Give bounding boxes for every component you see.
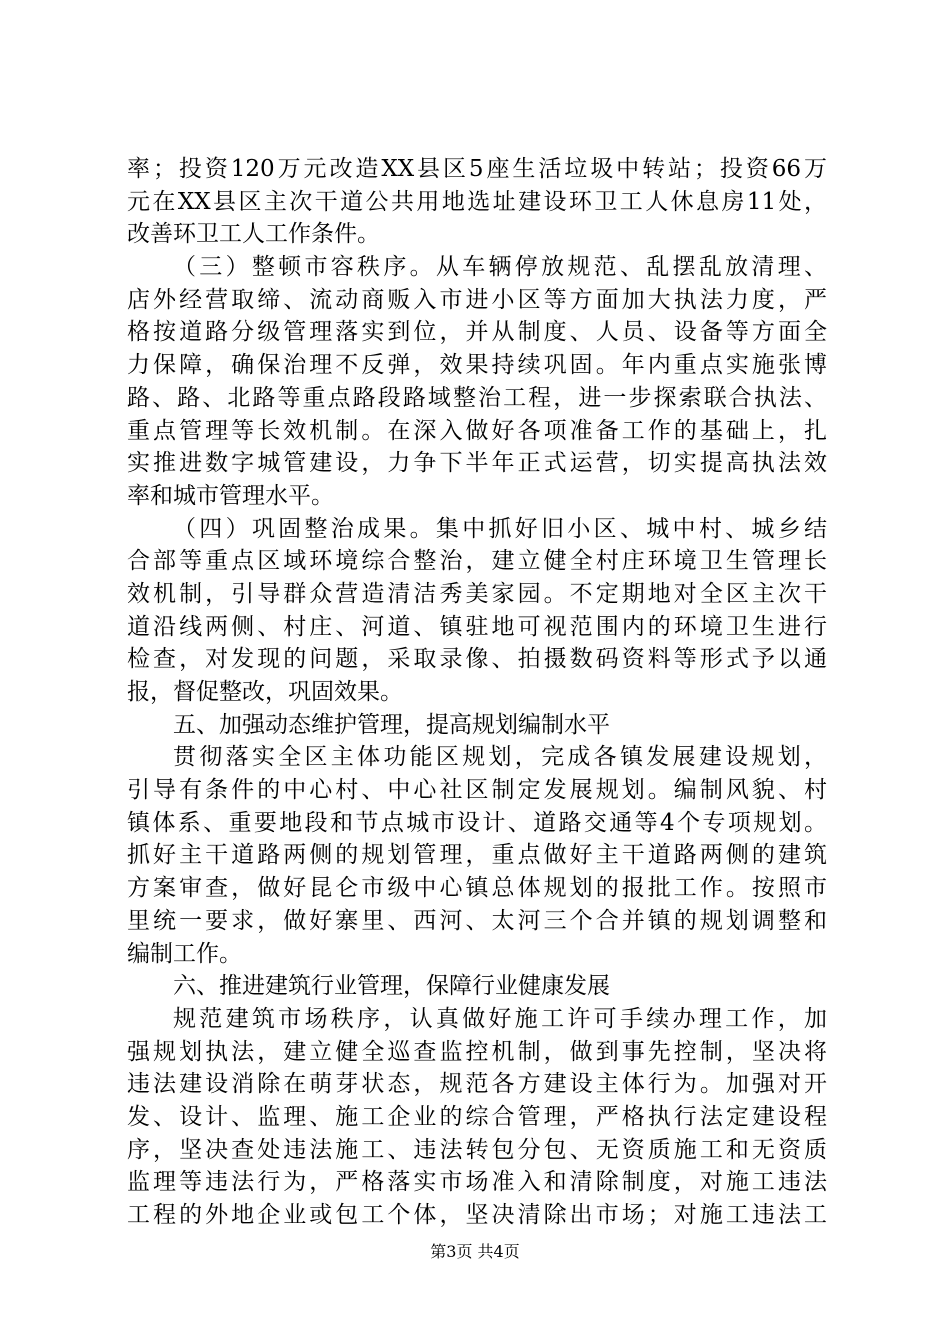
paragraph-line: 率；投资120万元改造XX县区5座生活垃圾中转站；投资66万	[127, 156, 827, 182]
paragraph-line: 力保障，确保治理不反弹，效果持续巩固。年内重点实施张博	[127, 352, 827, 379]
paragraph-line: 格按道路分级管理落实到位，并从制度、人员、设备等方面全	[127, 319, 827, 346]
paragraph-line: 店外经营取缔、流动商贩入市进小区等方面加大执法力度，严	[127, 286, 827, 313]
paragraph-line: 报，督促整改，巩固效果。	[127, 679, 403, 705]
paragraph-line: 抓好主干道路两侧的规划管理，重点做好主干道路两侧的建筑	[127, 842, 827, 869]
paragraph-line: 路、路、北路等重点路段路域整治工程，进一步探索联合执法、	[127, 384, 827, 411]
page-footer: 第3页 共4页	[430, 1242, 520, 1261]
paragraph-line: 方案审查，做好昆仑市级中心镇总体规划的报批工作。按照市	[127, 875, 827, 902]
paragraph-line: 改善环卫工人工作条件。	[127, 221, 380, 248]
paragraph-line: 发、设计、监理、施工企业的综合管理，严格执行法定建设程	[127, 1103, 827, 1130]
paragraph-line: （四）巩固整治成果。集中抓好旧小区、城中村、城乡结	[173, 515, 827, 542]
section-heading: 五、加强动态维护管理，提高规划编制水平	[173, 711, 610, 738]
paragraph-line: 合部等重点区域环境综合整治，建立健全村庄环境卫生管理长	[127, 548, 827, 575]
paragraph-line: 重点管理等长效机制。在深入做好各项准备工作的基础上，扎	[127, 417, 827, 444]
paragraph-line: 引导有条件的中心村、中心社区制定发展规划。编制风貌、村	[127, 777, 827, 804]
paragraph-line: 里统一要求，做好寨里、西河、太河三个合并镇的规划调整和	[127, 907, 827, 934]
paragraph-line: 道沿线两侧、村庄、河道、镇驻地可视范围内的环境卫生进行	[127, 613, 827, 640]
paragraph-line: 工程的外地企业或包工个体，坚决清除出市场；对施工违法工	[127, 1202, 827, 1228]
section-heading: 六、推进建筑行业管理，保障行业健康发展	[173, 973, 610, 1000]
paragraph-line: 贯彻落实全区主体功能区规划，完成各镇发展建设规划，	[173, 744, 827, 771]
paragraph-line: 编制工作。	[127, 940, 242, 967]
paragraph-line: 检查，对发现的问题，采取录像、拍摄数码资料等形式予以通	[127, 646, 827, 673]
paragraph-line: 效机制，引导群众营造清洁秀美家园。不定期地对全区主次干	[127, 580, 827, 607]
document-body	[127, 153, 827, 1232]
paragraph-line: 率和城市管理水平。	[127, 482, 334, 509]
paragraph-line: 违法建设消除在萌芽状态，规范各方建设主体行为。加强对开	[127, 1071, 827, 1098]
paragraph-line: 序，坚决查处违法施工、违法转包分包、无资质施工和无资质	[127, 1136, 827, 1163]
paragraph-line: 监理等违法行为，严格落实市场准入和清除制度，对施工违法	[127, 1169, 827, 1196]
paragraph-line: （三）整顿市容秩序。从车辆停放规范、乱摆乱放清理、	[173, 254, 827, 281]
paragraph-line: 规范建筑市场秩序，认真做好施工许可手续办理工作，加	[173, 1005, 827, 1032]
paragraph-line: 强规划执法，建立健全巡查监控机制，做到事先控制，坚决将	[127, 1038, 827, 1065]
paragraph-line: 镇体系、重要地段和节点城市设计、道路交通等4个专项规划。	[127, 809, 827, 836]
paragraph-line: 元在XX县区主次干道公共用地选址建设环卫工人休息房11处，	[127, 188, 827, 215]
paragraph-line: 实推进数字城管建设，力争下半年正式运营，切实提高执法效	[127, 450, 827, 477]
